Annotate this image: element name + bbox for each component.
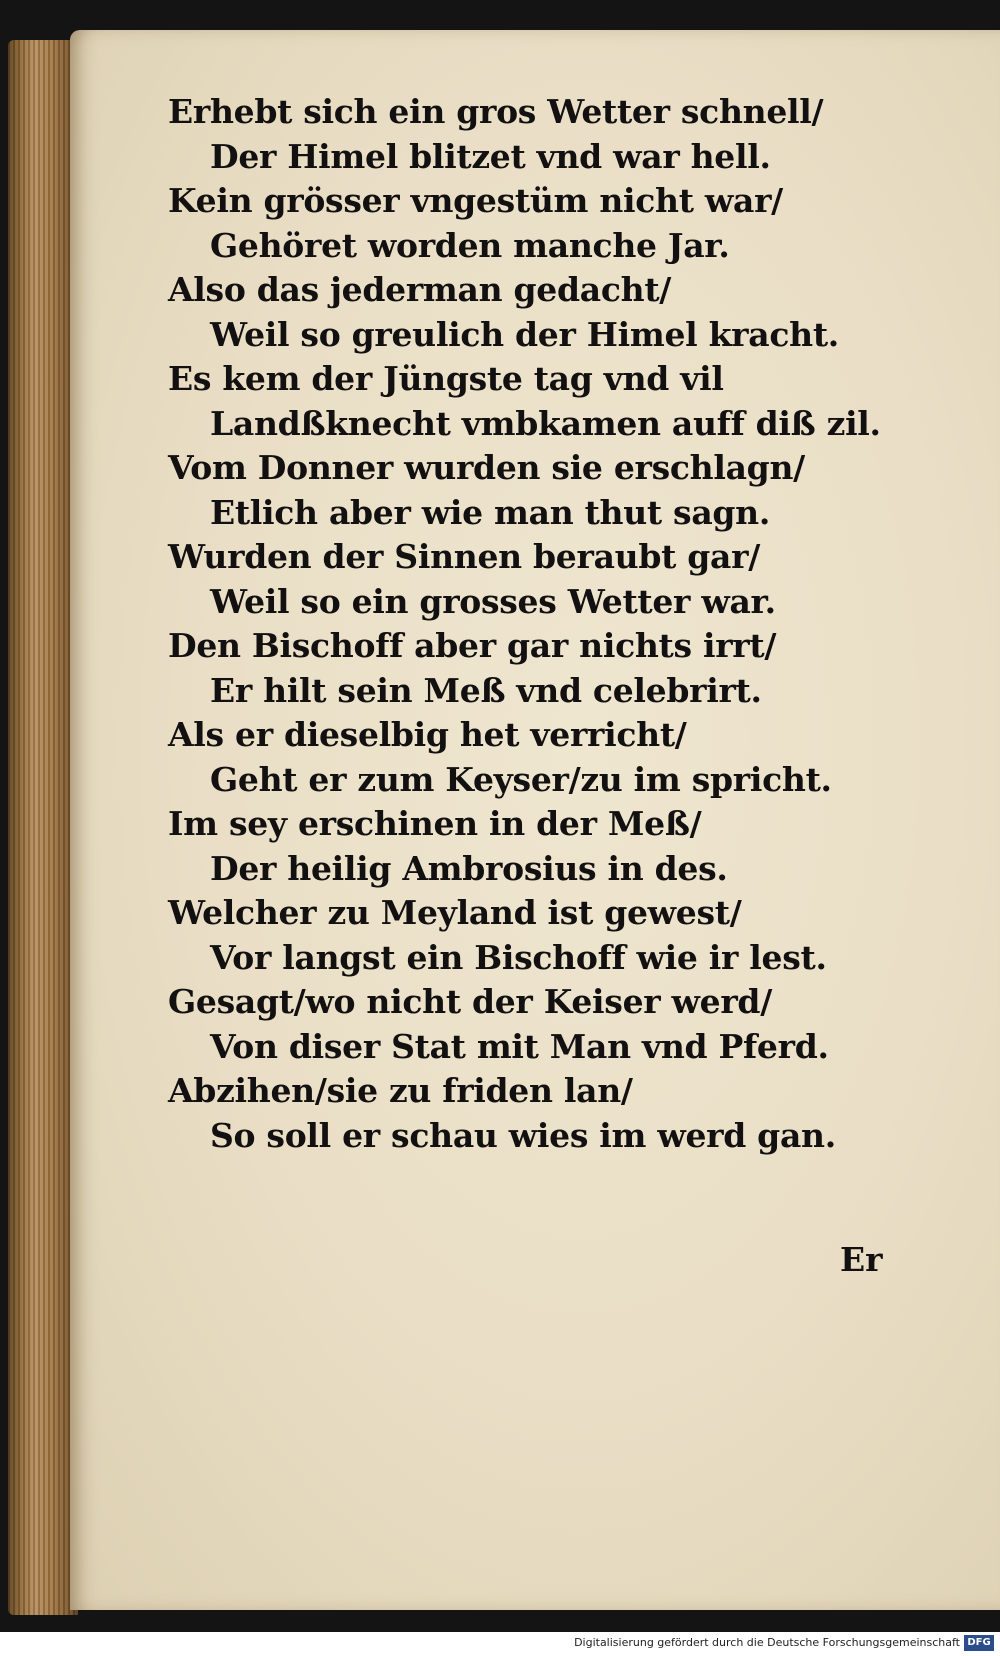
- dfg-logo-icon: DFG: [964, 1635, 994, 1651]
- verse-line: Geht er zum Keyser/zu im spricht.: [210, 759, 832, 799]
- verse-line: Weil so greulich der Himel kracht.: [210, 314, 839, 354]
- verse-line: Er hilt sein Meß vnd celebrirt.: [210, 670, 762, 710]
- verse-line: Also das jederman gedacht/: [168, 270, 672, 309]
- footer-bar: [0, 1632, 1000, 1656]
- verse-text-block: [168, 90, 908, 1158]
- verse-line: So soll er schau wies im werd gan.: [210, 1115, 836, 1155]
- catchword: Er: [840, 1240, 883, 1279]
- verse-line: Der heilig Ambrosius in des.: [210, 848, 728, 888]
- verse-line: Wurden der Sinnen beraubt gar/: [168, 537, 760, 576]
- verse-line: Der Himel blitzet vnd war hell.: [210, 136, 771, 176]
- verse-line: Als er dieselbig het verricht/: [168, 715, 687, 754]
- verse-line: Welcher zu Meyland ist gewest/: [168, 893, 742, 932]
- verse-line: Kein grösser vngestüm nicht war/: [168, 181, 783, 220]
- verse-line: Weil so ein grosses Wetter war.: [210, 581, 776, 621]
- verse-line: Gesagt/wo nicht der Keiser werd/: [168, 982, 772, 1021]
- verse-line: Den Bischoff aber gar nichts irrt/: [168, 626, 777, 665]
- verse-line: Abzihen/sie zu friden lan/: [168, 1071, 633, 1110]
- verse-line: Im sey erschinen in der Meß/: [168, 804, 702, 843]
- page-edges: [8, 40, 78, 1615]
- verse-line: Landßknecht vmbkamen auff diß zil.: [210, 403, 881, 443]
- verse-line: Vom Donner wurden sie erschlagn/: [168, 448, 805, 487]
- verse-line: Erhebt sich ein gros Wetter schnell/: [168, 92, 824, 131]
- verse-line: Von diser Stat mit Man vnd Pferd.: [210, 1026, 829, 1066]
- verse-line: Etlich aber wie man thut sagn.: [210, 492, 771, 532]
- verse-line: Es kem der Jüngste tag vnd vil: [168, 359, 724, 398]
- verse-line: Vor langst ein Bischoff wie ir lest.: [210, 937, 827, 977]
- footer-credit: Digitalisierung gefördert durch die Deutsche Forschungsgemeinschaft: [574, 1636, 960, 1649]
- verse-line: Gehöret worden manche Jar.: [210, 225, 730, 265]
